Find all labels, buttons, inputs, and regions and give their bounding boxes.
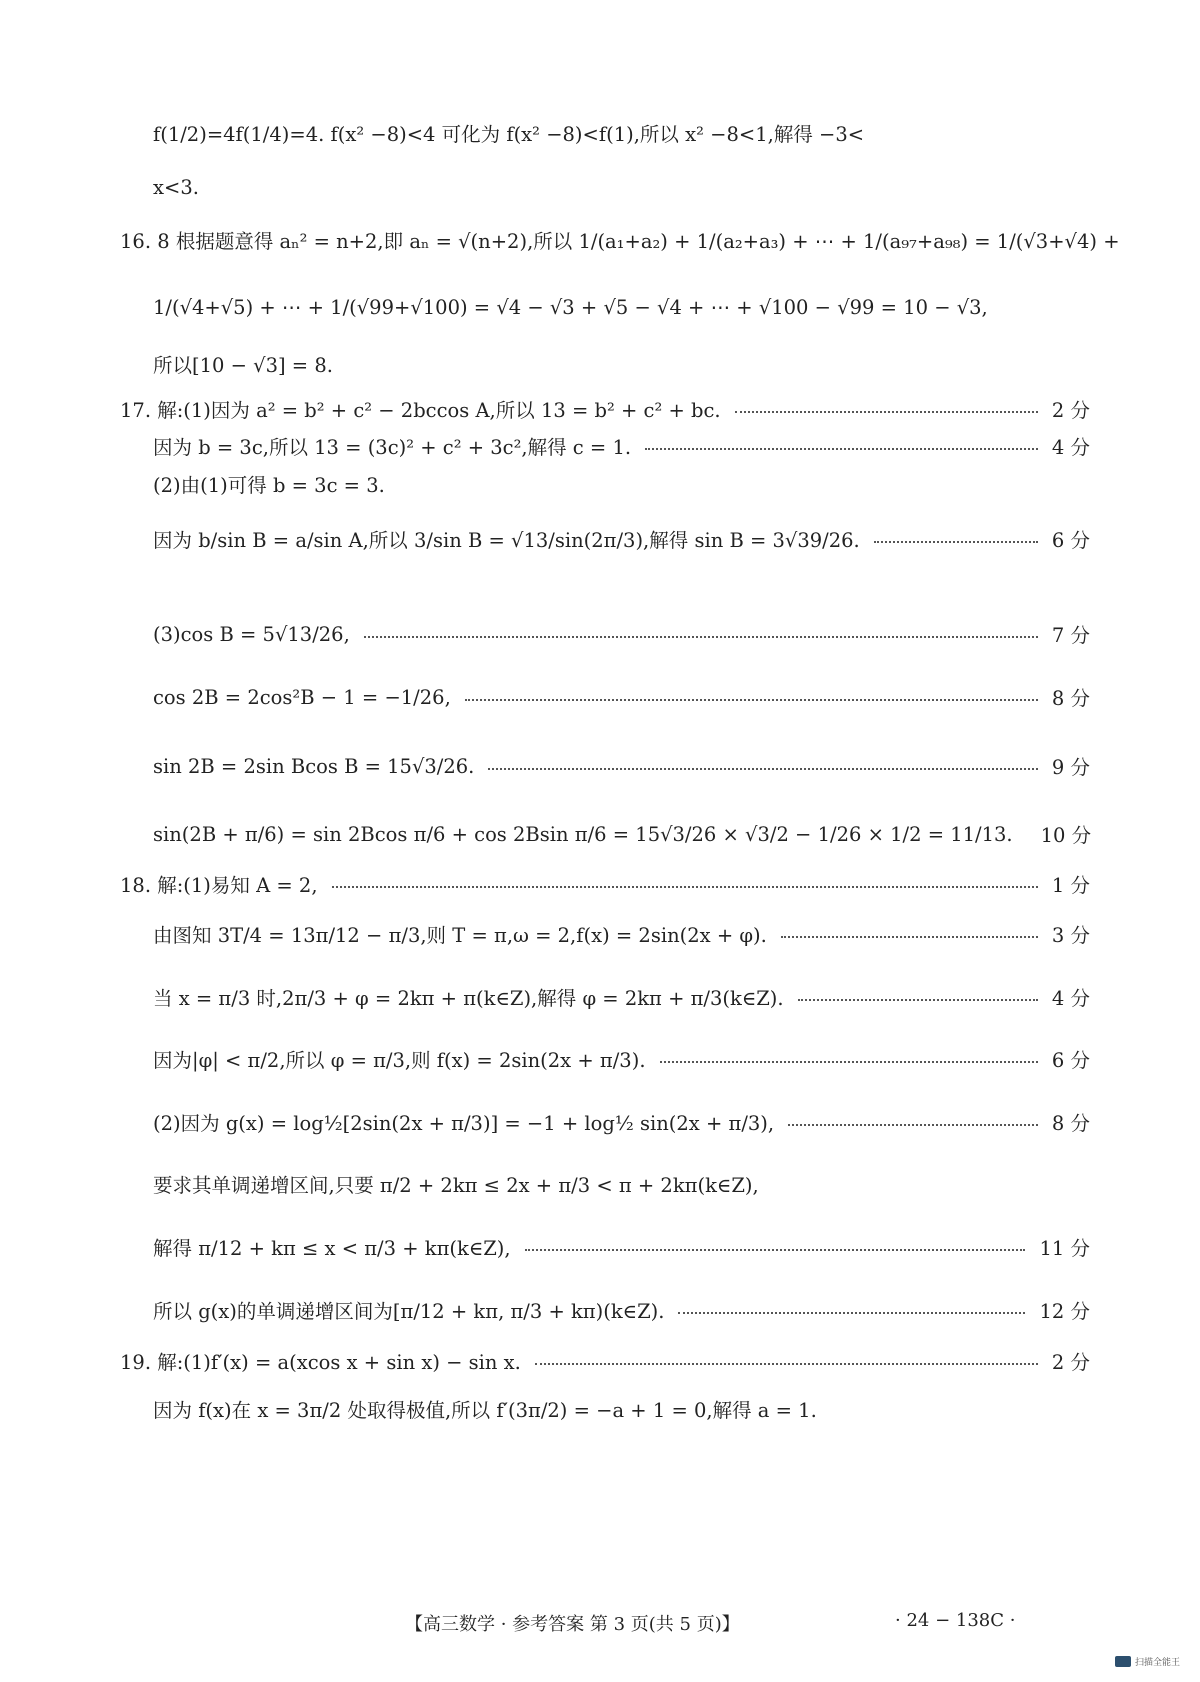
row-text: sin(2B + π/6) = sin 2Bcos π/6 + cos 2Bsin π/6 = 15√3/26 × √3/2 − 1/26 × 1/2 = 11/13. (153, 822, 1013, 846)
scored-row (153, 1233, 1090, 1261)
dot-leader (798, 999, 1038, 1001)
scored-row (153, 683, 1090, 711)
row-text: 解得 π/12 + kπ ≤ x < π/3 + kπ(k∈Z), (153, 1237, 511, 1260)
page-footer-title: 【高三数学 · 参考答案 第 3 页(共 5 页)】 (405, 1614, 740, 1635)
dot-leader (535, 1363, 1038, 1365)
row-text: 当 x = π/3 时,2π/3 + φ = 2kπ + π(k∈Z),解得 φ = 2kπ + π/3(k∈Z). (153, 987, 784, 1010)
dot-leader (364, 636, 1038, 638)
row-score: 8 分 (1051, 687, 1090, 710)
row-score: 12 分 (1039, 1300, 1090, 1323)
row-text: 因为|φ| < π/2,所以 φ = π/3,则 f(x) = 2sin(2x + π/3). (153, 1049, 646, 1072)
scored-row (153, 983, 1090, 1011)
scored-row (120, 1347, 1090, 1375)
row-score: 9 分 (1051, 756, 1090, 779)
scored-row (153, 1045, 1090, 1073)
dot-leader (678, 1312, 1025, 1314)
scored-row (153, 1296, 1090, 1324)
row-score: 11 分 (1039, 1237, 1090, 1260)
row-score: 4 分 (1051, 436, 1090, 459)
row-score: 6 分 (1051, 1049, 1090, 1072)
row-text: 因为 f(x)在 x = 3π/2 处取得极值,所以 f′(3π/2) = −a + 1 = 0,解得 a = 1. (153, 1399, 817, 1422)
row-text: 19. 解:(1)f′(x) = a(xcos x + sin x) − sin x. (120, 1351, 521, 1374)
scanner-logo-icon (1115, 1656, 1131, 1667)
dot-leader (874, 541, 1038, 543)
scored-row (153, 525, 1090, 553)
plain-row (153, 1170, 1090, 1198)
row-score: 10 分 (1040, 824, 1092, 847)
scored-row (153, 1108, 1090, 1136)
answer-line: f(1/2)=4f(1/4)=4. f(x² −8)<4 可化为 f(x² −8)<f(1),所以 x² −8<1,解得 −3< (153, 123, 865, 146)
dot-leader (645, 448, 1038, 450)
scored-row (153, 620, 1090, 648)
dot-leader (788, 1124, 1038, 1126)
dot-leader (332, 886, 1038, 888)
row-score: 3 分 (1051, 924, 1090, 947)
dot-leader (488, 768, 1038, 770)
row-score: 2 分 (1051, 399, 1090, 422)
row-text: (2)由(1)可得 b = 3c = 3. (153, 474, 385, 497)
row-text: 所以 g(x)的单调递增区间为[π/12 + kπ, π/3 + kπ)(k∈Z). (153, 1300, 665, 1323)
row-text: 因为 b = 3c,所以 13 = (3c)² + c² + 3c²,解得 c = 1. (153, 436, 632, 459)
row-score: 2 分 (1051, 1351, 1090, 1374)
row-score: 8 分 (1051, 1112, 1090, 1135)
scanner-watermark (1115, 1655, 1180, 1668)
row-text: 因为 b/sin B = a/sin A,所以 3/sin B = √13/sin(2π/3),解得 sin B = 3√39/26. (153, 529, 860, 552)
row-text: (2)因为 g(x) = log½[2sin(2x + π/3)] = −1 + log½ sin(2x + π/3), (153, 1112, 775, 1135)
dot-leader (465, 699, 1038, 701)
answer-line: 所以[10 − √3] = 8. (153, 354, 333, 377)
scored-row (153, 820, 1090, 848)
dot-leader (660, 1061, 1038, 1063)
scored-row (120, 870, 1090, 898)
row-text: 由图知 3T/4 = 13π/12 − π/3,则 T = π,ω = 2,f(x) = 2sin(2x + φ). (153, 924, 767, 947)
row-score: 4 分 (1051, 987, 1090, 1010)
scored-row (153, 432, 1090, 460)
row-score: 1 分 (1051, 874, 1090, 897)
plain-row (153, 1395, 1090, 1423)
answer-line-16: 16. 8 根据题意得 aₙ² = n+2,即 aₙ = √(n+2),所以 1/(a₁+a₂) + 1/(a₂+a₃) + ⋯ + 1/(a₉₇+a₉₈) = 1/(√3+√4) + (120, 230, 1120, 253)
answer-line: x<3. (153, 176, 199, 199)
row-text: 要求其单调递增区间,只要 π/2 + 2kπ ≤ 2x + π/3 < π + 2kπ(k∈Z), (153, 1174, 759, 1197)
row-score: 7 分 (1051, 624, 1090, 647)
row-text: (3)cos B = 5√13/26, (153, 622, 350, 646)
scored-row (153, 752, 1090, 780)
plain-row (153, 470, 1090, 498)
scored-row (120, 395, 1090, 423)
dot-leader (781, 936, 1038, 938)
row-score: 6 分 (1051, 529, 1090, 552)
scored-row (153, 920, 1090, 948)
dot-leader (735, 411, 1038, 413)
answer-line: 1/(√4+√5) + ⋯ + 1/(√99+√100) = √4 − √3 + √5 − √4 + ⋯ + √100 − √99 = 10 − √3, (153, 296, 988, 319)
row-text: cos 2B = 2cos²B − 1 = −1/26, (153, 685, 451, 709)
dot-leader (525, 1249, 1026, 1251)
page-footer-code: · 24 − 138C · (895, 1610, 1016, 1631)
row-text: 17. 解:(1)因为 a² = b² + c² − 2bccos A,所以 13 = b² + c² + bc. (120, 399, 721, 422)
scanner-watermark-text: 扫描全能王 (1134, 1658, 1180, 1668)
row-text: 18. 解:(1)易知 A = 2, (120, 874, 318, 897)
row-text: sin 2B = 2sin Bcos B = 15√3/26. (153, 754, 475, 778)
